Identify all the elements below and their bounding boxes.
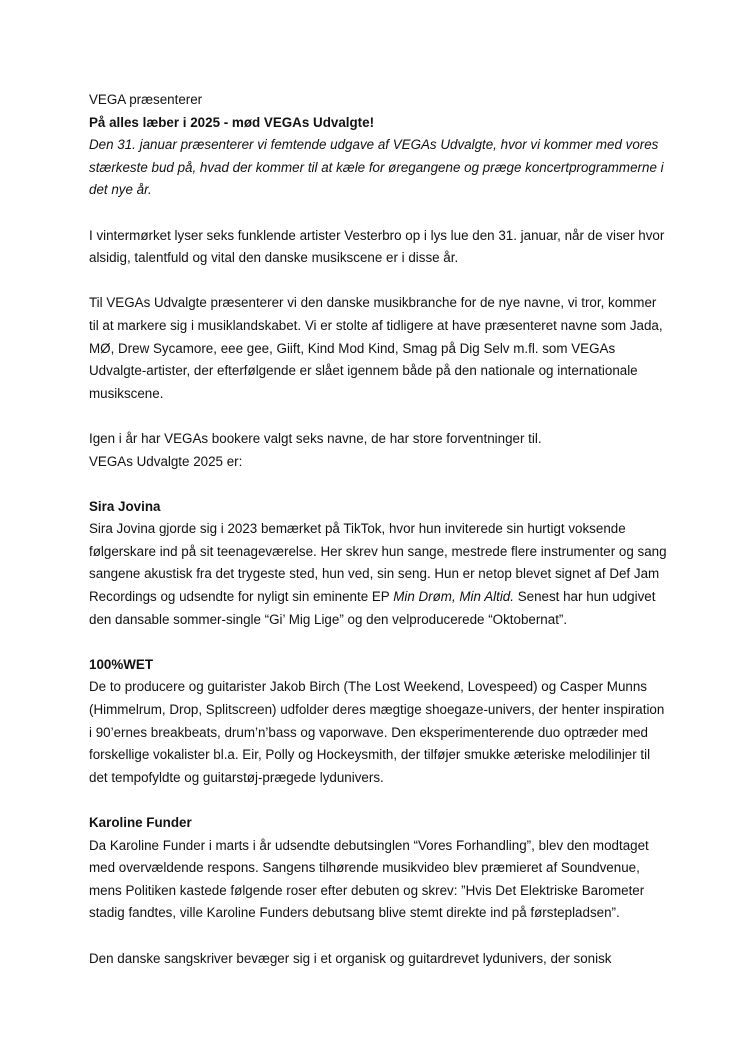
selection-intro [89, 428, 669, 473]
history-paragraph: Til VEGAs Udvalgte præsenterer vi den danske musikbranche for de nye navne, vi tror, kommer til at markere sig i musiklandskabet. Vi er stolte af tidligere at have præsenteret navne som Jada, MØ, Drew Sycamore, eee gee, Giift, Kind Mod Kind, Smag på Dig Selv m.fl. som VEGAs Udvalgte-artister, der efterfølgende er slået igennem både på den nationale og internationale musikscene. [89, 295, 663, 401]
artist-section-sira-jovina [89, 496, 669, 632]
selection-list-heading: VEGAs Udvalgte 2025 er: [89, 453, 243, 469]
artist-description: Da Karoline Funder i marts i år udsendte debutsinglen “Vores Forhandling”, blev den modtaget med overvældende respons. Sangens tilhørende musikvideo blev præmieret af Soundvenue, mens Politiken kastede følgende roser efter debuten og skrev: ”Hvis Det Elektriske Barometer stadig fandtes, ville Karoline Funders debutsang blive stemt direkte ind på førstepladsen”. [89, 837, 649, 921]
artist-description-continued: Den danske sangskriver bevæger sig i et organisk og guitardrevet lydunivers, der sonisk [89, 950, 612, 966]
ep-title: Min Drøm, Min Altid. [393, 589, 514, 605]
intro-paragraph: I vintermørket lyser seks funklende artister Vesterbro op i lys lue den 31. januar, når de viser hvor alsidig, talentfuld og vital den danske musikscene er i disse år. [89, 227, 665, 266]
artist-section-100-wet [89, 654, 669, 790]
artist-description [89, 518, 669, 631]
artist-name: 100%WET [89, 656, 153, 672]
artist-name: Sira Jovina [89, 498, 161, 514]
artist-description: De to producere og guitarister Jakob Birch (The Lost Weekend, Lovespeed) og Casper Munns (Himmelrum, Drop, Splitscreen) udfolder deres mægtige shoegaze-univers, der henter inspiration i 90’ernes breakbeats, drum’n’bass og vaporwave. Den eksperimenterende duo optræder med forskellige vokalister bl.a. Eir, Polly og Hockeysmith, der tilføjer smukke æteriske melodilinjer til det tempofyldte og guitarstøj-prægede lydunivers. [89, 679, 665, 785]
selection-intro-line: Igen i år har VEGAs bookere valgt seks navne, de har store forventninger til. [89, 430, 542, 446]
lead-paragraph: Den 31. januar præsenterer vi femtende udgave af VEGAs Udvalgte, hvor vi kommer med vores stærkeste bud på, hvad der kommer til at kæle for øregangene og præge koncertprogrammerne i det nye år. [89, 137, 664, 198]
artist-description-text: Senest har hun udgivet den dansable sommer-single “Gi’ Mig Lige” og den velproducerede “Oktobernat”. [89, 589, 656, 627]
artist-section-karoline-funder [89, 812, 669, 970]
artist-description-text: Sira Jovina gjorde sig i 2023 bemærket på TikTok, hvor hun inviterede sin hurtigt voksende følgerskare ind på sit teenageværelse. Her skrev hun sange, mestrede flere instrumenter og sang sangene akustisk fra det trygeste sted, hun ved, sin seng. Hun er netop blevet signet af Def Jam Recordings og udsendte for nyligt sin eminente EP [89, 521, 667, 605]
press-release-body [89, 89, 669, 970]
headline: På alles læber i 2025 - mød VEGAs Udvalgte! [89, 114, 375, 130]
kicker-line: VEGA præsenterer [89, 92, 203, 107]
artist-name: Karoline Funder [89, 815, 192, 830]
